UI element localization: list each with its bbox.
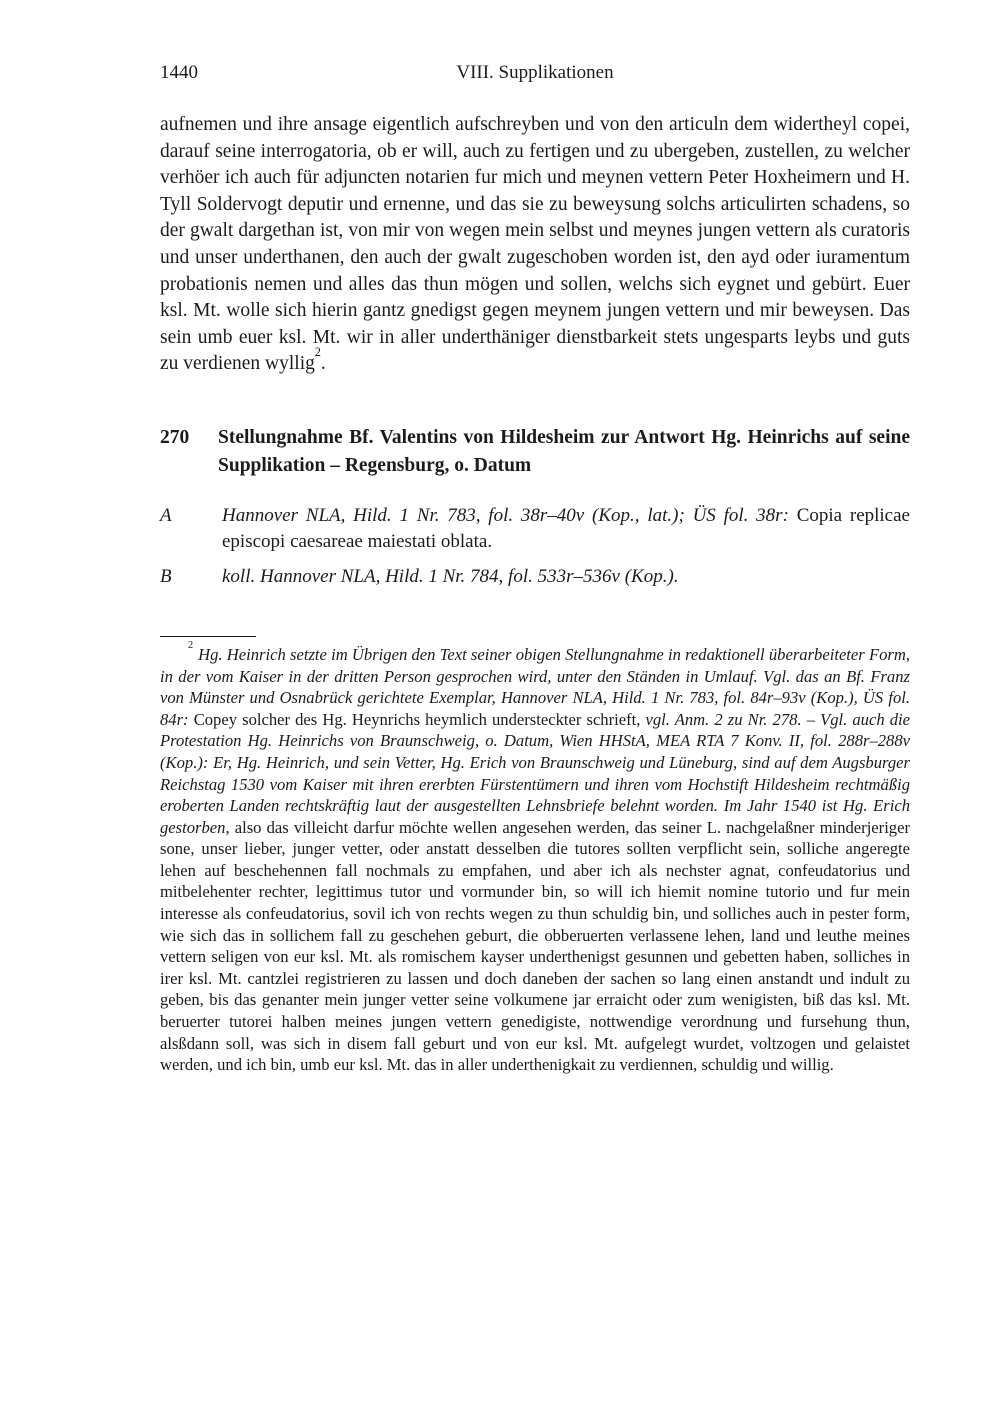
body-paragraph-terminal: . — [320, 353, 326, 375]
entry-title: Stellungnahme Bf. Valentins von Hildesheim zur Antwort Hg. Heinrichs auf seine Supplikation – Regensburg, o. Datum — [218, 426, 910, 477]
source-label-a: A — [160, 504, 172, 526]
body-paragraph — [160, 112, 910, 378]
body-paragraph-text: aufnemen und ihre ansage eigentlich aufschreyben und von den articuln dem widertheyl copei, darauf seine interrogatoria, ob er will, auch zu fertigen und zu ubergeben, zustellen, zu welcher verhöer ich auch für adjuncten notarien fur mich und meynen vettern Peter Hoxheimern und H. Tyll Soldervogt deputir und ernenne, und das sie zu beweysung solchs articulirten schadens, so der gwalt dargethan ist, von mir von wegen mein selbst und meynes jungen vettern als curatoris und unser underthanen, den auch der gwalt zugeschoben worden ist, den ayd oder iuramentum probationis nemen und alles das thun mögen und sollen, welchs sich eygnet und gebürt. Euer ksl. Mt. wolle sich hierin gantz gnedigst gegen meynem jungen vettern und mir beweysen. Das sein umb euer ksl. Mt. wir in aller underthäniger dienstbarkeit stets ungesparts leybs und guts zu verdienen wyllig — [160, 114, 910, 375]
source-label-b: B — [160, 565, 172, 587]
page-header — [160, 62, 910, 86]
footnote-separator — [160, 636, 256, 637]
footnote-marker: 2 — [188, 640, 194, 652]
source-row-b — [160, 564, 910, 590]
source-text-a: Hannover NLA, Hild. 1 Nr. 783, fol. 38r–40v (Kop., lat.); ÜS fol. 38r: Copia replicae episcopi caesareae maiestati oblata. — [222, 504, 910, 552]
entry-number: 270 — [160, 426, 190, 448]
source-list — [160, 503, 910, 590]
source-text-b: koll. Hannover NLA, Hild. 1 Nr. 784, fol. 533r–536v (Kop.). — [222, 565, 679, 587]
footnote-reference: 2 — [314, 345, 321, 360]
footnote-text: Hg. Heinrich setzte im Übrigen den Text seiner obigen Stellungnahme in redaktionell überarbeiteter Form, in der vom Kaiser in der dritten Person gesprochen wird, unter den Ständen in Umlauf. Vgl. das an Bf. Franz von Münster und Osnabrück gerichtete Exemplar, Hannover NLA, Hild. 1 Nr. 783, fol. 84r–93v (Kop.), ÜS fol. 84r: Copey solcher des Hg. Heynrichs heymlich understeckter schrieft, vgl. Anm. 2 zu Nr. 278. – Vgl. auch die Protestation Hg. Heinrichs von Braunschweig, o. Datum, Wien HHStA, MEA RTA 7 Konv. II, fol. 288r–288v (Kop.): Er, Hg. Heinrich, und sein Vetter, Hg. Erich von Braunschweig und Lüneburg, sind auf dem Augsburger Reichstag 1530 vom Kaiser mit ihren ererbten Fürstentümern und ihren vom Hochstift Hildesheim rechtmäßig eroberten Landen rechtskräftig laut der ausgestellten Lehnsbriefe belehnt worden. Im Jahr 1540 ist Hg. Erich gestorben, also das villeicht darfur möchte wellen angesehen werden, das seiner L. nachgelaßner minderjeriger sone, unser lieber, junger vetter, oder anstatt desselben die tutores sollten verpflicht sein, solliche angeregte lehen auf beschehennen fall nochmals zu empfahen, und aber ich als nechster agnat, confeudatorius und mitbelehenter rechter, legittimus tutor und vormunder bin, so will ich hiemit nomine tutorio und fur mein interesse als confeudatorius, sovil ich von rechts wegen zu thun schuldig bin, und solliches auch in pester form, wie sich das in sollichem fall zu geschehen geburt, die obberuerten verlassene lehen, land und leuthe meines vettern seligen von eur ksl. Mt. als romischem kayser underthenigst gesunnen und gebetten haben, solliches in irer ksl. Mt. cantzlei registrieren zu lassen und doch daneben der sachen so lang einen anstandt und indult zu geben, bis das genanter mein junger vetter seine volkumene jar erraicht oder zum wenigisten, biß das ksl. Mt. beruerter tutorei halben meines jungen vettern genedigiste, nottwendige verordnung und fursehung thun, alsßdann soll, was sich in disem fall geburt und von eur ksl. Mt. aufgelegt wurdet, voltzogen und gelaistet werden, und ich bin, umb eur ksl. Mt. das in aller underthenigkait zu verdiennen, schuldig und willig. — [160, 644, 911, 1075]
running-head: VIII. Supplikationen — [456, 62, 614, 83]
entry-270-heading — [160, 424, 910, 481]
footnote-2 — [160, 640, 911, 1076]
source-row-a — [160, 503, 910, 555]
page-number: 1440 — [160, 62, 198, 83]
footnote-block — [160, 636, 910, 1076]
